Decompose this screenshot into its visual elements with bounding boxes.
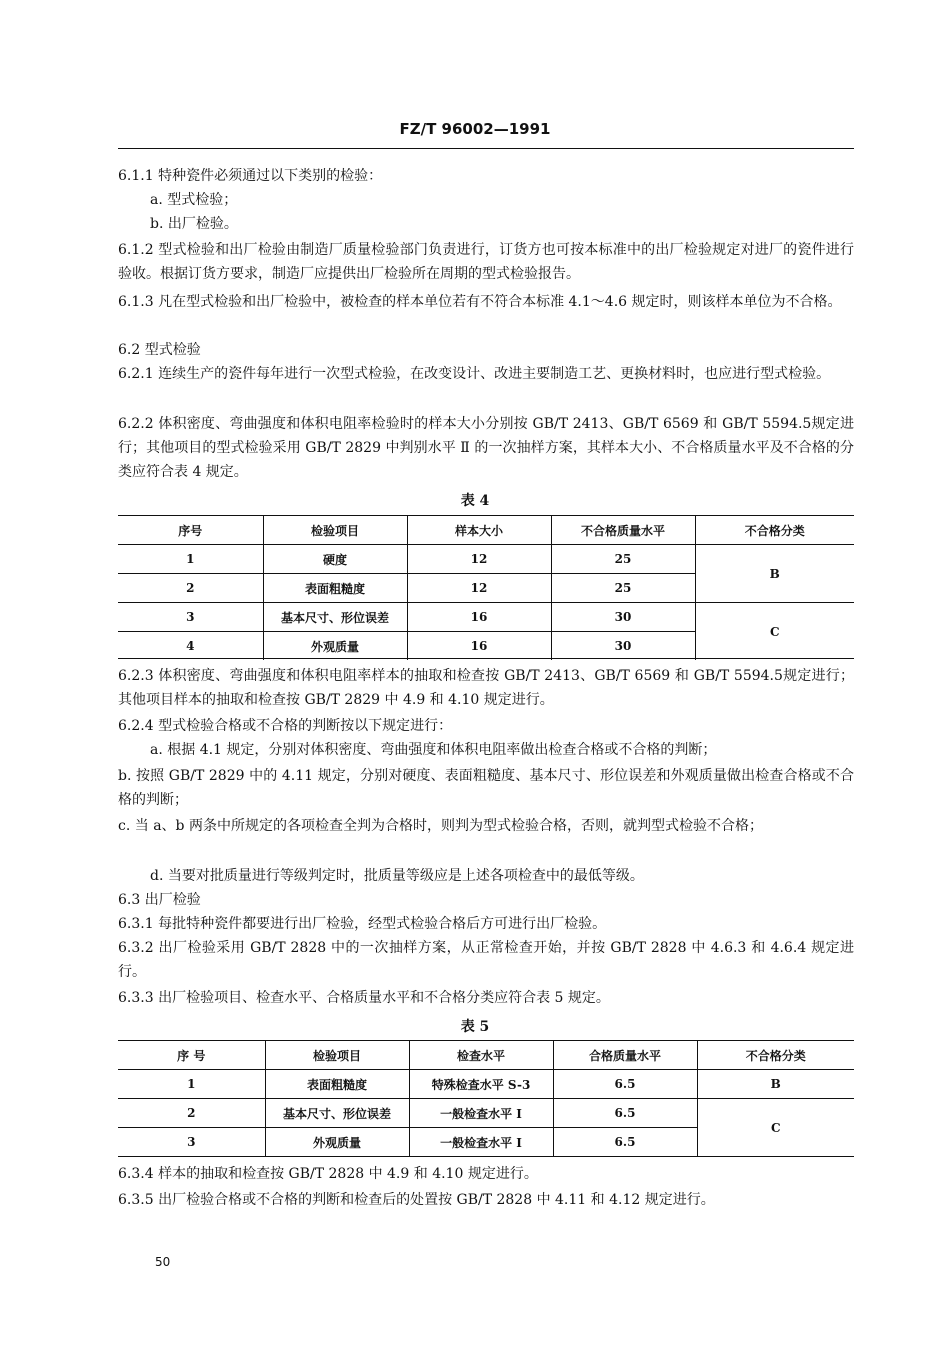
table-cell: 4	[118, 632, 263, 661]
table-cell: 2	[118, 574, 263, 603]
table-cell: 30	[551, 603, 695, 632]
table-5-header-level: 检查水平	[409, 1041, 553, 1070]
table-cell: B	[695, 545, 854, 603]
clause-6-2-1: 6.2.1 连续生产的瓷件每年进行一次型式检验，在改变设计、改进主要制造工艺、更换材料时，也应进行型式检验。	[118, 366, 831, 382]
table-row	[118, 603, 854, 632]
table-cell: 16	[407, 632, 551, 661]
table-row	[118, 545, 854, 574]
table-cell: 一般检查水平 Ⅰ	[409, 1099, 553, 1128]
table-5	[118, 1041, 854, 1156]
clause-6-3-5: 6.3.5 出厂检验合格或不合格的判断和检查后的处置按 GB/T 2828 中 4.11 和 4.12 规定进行。	[118, 1192, 715, 1208]
table-cell: 12	[407, 545, 551, 574]
clause-6-2-2: 6.2.2 体积密度、弯曲强度和体积电阻率检验时的样本大小分别按 GB/T 2413、GB/T 6569 和 GB/T 5594.5规定进行；其他项目的型式检验采用 GB/T 2829 中判别水平 Ⅱ 的一次抽样方案，其样本大小、不合格质量水平及不合格的分类应符合表 4 规定。	[118, 416, 854, 480]
clause-6-2-3: 6.2.3 体积密度、弯曲强度和体积电阻率样本的抽取和检查按 GB/T 2413、GB/T 6569 和 GB/T 5594.5规定进行；其他项目样本的抽取和检查按 GB/T 2829 中 4.9 和 4.10 规定进行。	[118, 668, 854, 708]
table-cell: 25	[551, 574, 695, 603]
table-cell: C	[697, 1099, 854, 1157]
table-cell: 硬度	[263, 545, 407, 574]
table-cell: 6.5	[553, 1099, 697, 1128]
table-cell: C	[695, 603, 854, 661]
clause-6-3: 6.3 出厂检验	[118, 892, 201, 908]
table-5-header-item: 检验项目	[265, 1041, 409, 1070]
table-cell: 外观质量	[263, 632, 407, 661]
table-cell: 3	[118, 1128, 265, 1157]
table-cell: 2	[118, 1099, 265, 1128]
clause-6-3-1: 6.3.1 每批特种瓷件都要进行出厂检验，经型式检验合格后方可进行出厂检验。	[118, 916, 607, 932]
table-4-header-no: 序号	[118, 516, 263, 545]
table-4-header-class: 不合格分类	[695, 516, 854, 545]
clause-6-2-4-d: d. 当要对批质量进行等级判定时，批质量等级应是上述各项检查中的最低等级。	[150, 868, 644, 884]
clause-6-2-4-c: c. 当 a、b 两条中所规定的各项检查全判为合格时，则判为型式检验合格，否则，就判型式检验不合格；	[118, 818, 763, 834]
table-cell: 基本尺寸、形位误差	[263, 603, 407, 632]
table-cell: B	[697, 1070, 854, 1099]
table-cell: 一般检查水平 Ⅰ	[409, 1128, 553, 1157]
table-4-header-item: 检验项目	[263, 516, 407, 545]
table-4-caption: 表 4	[460, 493, 490, 509]
table-5-bottom-rule	[118, 1156, 854, 1157]
table-cell: 30	[551, 632, 695, 661]
clause-6-1-1-b: b. 出厂检验。	[150, 216, 238, 232]
clause-6-2-4-b: b. 按照 GB/T 2829 中的 4.11 规定，分别对硬度、表面粗糙度、基本尺寸、形位误差和外观质量做出检查合格或不合格的判断；	[118, 768, 854, 808]
table-cell: 特殊检查水平 S-3	[409, 1070, 553, 1099]
clause-6-3-4: 6.3.4 样本的抽取和检查按 GB/T 2828 中 4.9 和 4.10 规定进行。	[118, 1166, 538, 1182]
table-cell: 6.5	[553, 1128, 697, 1157]
table-cell: 基本尺寸、形位误差	[265, 1099, 409, 1128]
table-4-header-quality: 不合格质量水平	[551, 516, 695, 545]
header-rule	[118, 148, 854, 149]
table-4-bottom-rule	[118, 658, 854, 659]
clause-6-3-2: 6.3.2 出厂检验采用 GB/T 2828 中的一次抽样方案，从正常检查开始，并按 GB/T 2828 中 4.6.3 和 4.6.4 规定进行。	[118, 940, 854, 980]
table-row	[118, 1099, 854, 1128]
table-cell: 表面粗糙度	[263, 574, 407, 603]
table-4	[118, 516, 854, 660]
clause-6-2: 6.2 型式检验	[118, 342, 201, 358]
standard-header: FZ/T 96002—1991	[399, 120, 551, 138]
clause-6-2-4: 6.2.4 型式检验合格或不合格的判断按以下规定进行：	[118, 718, 453, 734]
table-5-header-quality: 合格质量水平	[553, 1041, 697, 1070]
table-cell: 1	[187, 1077, 196, 1091]
clause-6-3-3: 6.3.3 出厂检验项目、检查水平、合格质量水平和不合格分类应符合表 5 规定。	[118, 990, 610, 1006]
table-cell: 12	[407, 574, 551, 603]
table-cell: 6.5	[553, 1070, 697, 1099]
table-5-caption: 表 5	[460, 1019, 490, 1035]
table-cell: 16	[407, 603, 551, 632]
table-5-header-class: 不合格分类	[697, 1041, 854, 1070]
table-cell: 1	[186, 552, 195, 566]
page-number: 50	[155, 1255, 171, 1269]
table-cell: 表面粗糙度	[265, 1070, 409, 1099]
table-cell: 25	[551, 545, 695, 574]
clause-6-1-1: 6.1.1 特种瓷件必须通过以下类别的检验：	[118, 168, 383, 184]
clause-6-1-3: 6.1.3 凡在型式检验和出厂检验中，被检查的样本单位若有不符合本标准 4.1～4.6 规定时，则该样本单位为不合格。	[118, 294, 842, 310]
clause-6-1-1-a: a. 型式检验；	[150, 192, 238, 208]
table-5-header-no: 序 号	[118, 1041, 265, 1070]
table-row	[118, 1070, 854, 1099]
table-4-header-sample: 样本大小	[407, 516, 551, 545]
clause-6-2-4-a: a. 根据 4.1 规定，分别对体积密度、弯曲强度和体积电阻率做出检查合格或不合格的判断；	[150, 742, 717, 758]
clause-6-1-2: 6.1.2 型式检验和出厂检验由制造厂质量检验部门负责进行，订货方也可按本标准中的出厂检验规定对进厂的瓷件进行验收。根据订货方要求，制造厂应提供出厂检验所在周期的型式检验报告。	[118, 242, 854, 282]
table-cell: 外观质量	[265, 1128, 409, 1157]
table-cell: 3	[118, 603, 263, 632]
